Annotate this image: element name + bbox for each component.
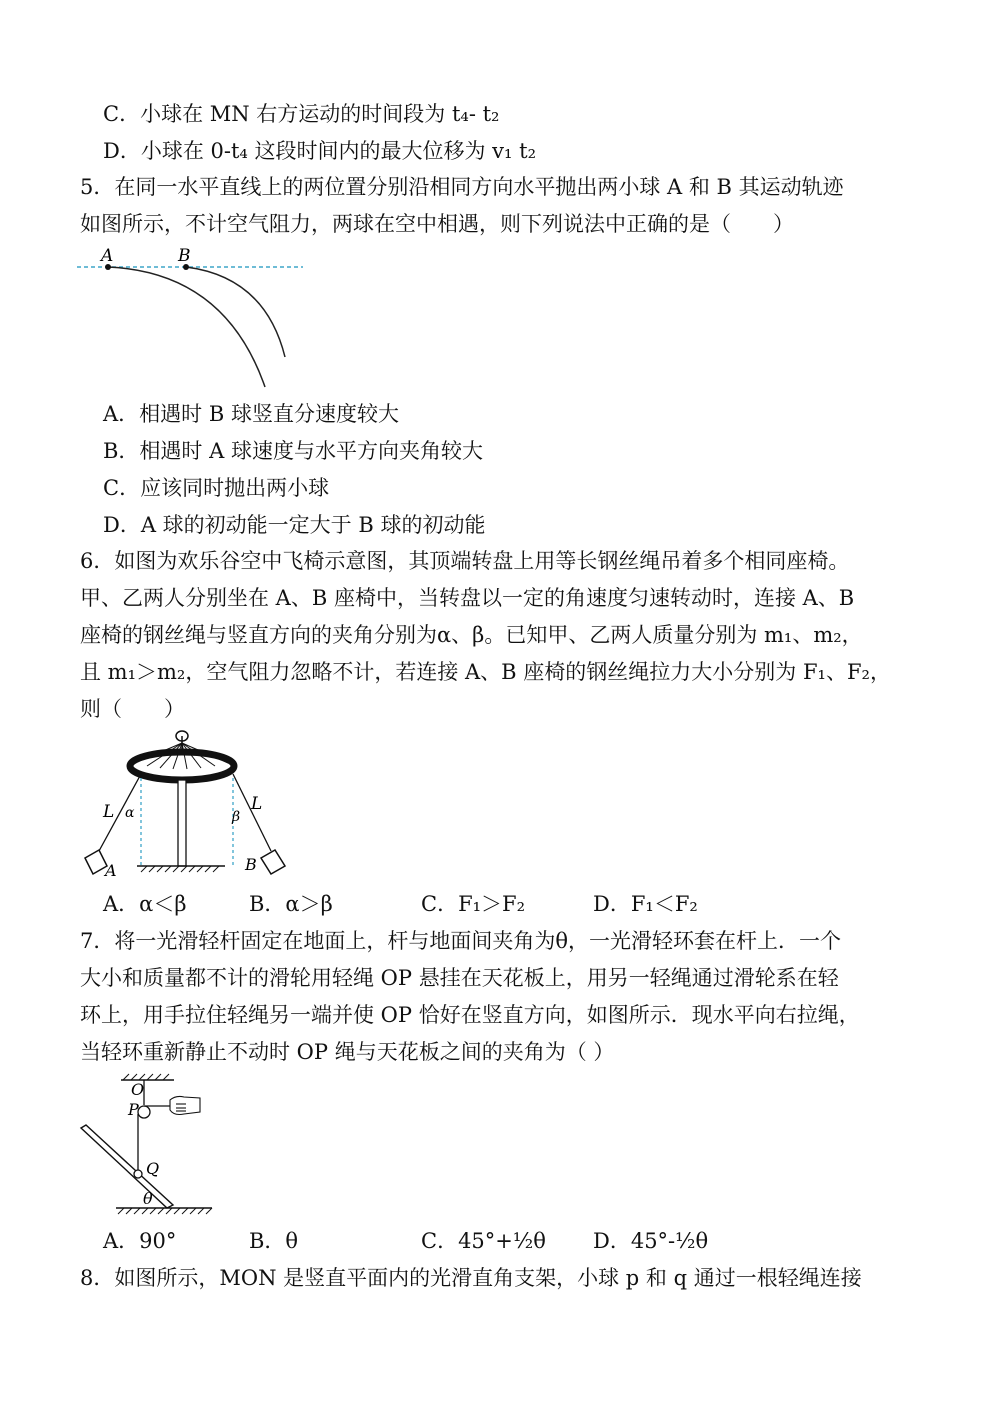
q4-option-d: D．小球在 0-t₄ 这段时间内的最大位移为 v₁ t₂ xyxy=(103,139,536,163)
q6-options-row xyxy=(103,890,903,918)
q5-option-a: A．相遇时 B 球竖直分速度较大 xyxy=(103,402,399,426)
label-p: P xyxy=(128,1100,139,1119)
q7-stem-line-1: 7．将一光滑轻杆固定在地面上，杆与地面间夹角为θ，一光滑轻环套在杆上．一个 xyxy=(80,929,842,953)
q5-option-c: C．应该同时抛出两小球 xyxy=(103,476,330,500)
label-theta: θ xyxy=(143,1189,153,1208)
q6-option-a: A．α＜β xyxy=(103,892,187,916)
label-b: B xyxy=(178,246,191,266)
ceiling-hatch xyxy=(123,1074,169,1080)
label-b: B xyxy=(245,855,257,874)
q8-stem-line-1: 8．如图所示，MON 是竖直平面内的光滑直角支架，小球 p 和 q 通过一根轻绳连接 xyxy=(80,1266,862,1290)
label-a: A xyxy=(105,861,117,878)
label-l-right: L xyxy=(251,794,263,814)
q6-option-c: C．F₁＞F₂ xyxy=(421,892,526,916)
q7-stem-line-2: 大小和质量都不计的滑轮用轻绳 OP 悬挂在天花板上，用另一轻绳通过滑轮系在轻 xyxy=(80,966,839,990)
q5-option-d: D．A 球的初动能一定大于 B 球的初动能 xyxy=(103,513,486,537)
q6-flying-chair-figure xyxy=(75,728,300,878)
q6-stem-line-2: 甲、乙两人分别坐在 A、B 座椅中，当转盘以一定的角速度匀速转动时，连接 A、B xyxy=(80,586,855,610)
q5-option-b: B．相遇时 A 球速度与水平方向夹角较大 xyxy=(103,439,483,463)
q7-option-d: D．45°-½θ xyxy=(593,1229,709,1253)
q5-stem-line-1: 5．在同一水平直线上的两位置分别沿相同方向水平抛出两小球 A 和 B 其运动轨迹 xyxy=(80,175,844,199)
ring-q xyxy=(134,1170,142,1178)
slanted-rod xyxy=(81,1125,173,1208)
center-pole xyxy=(178,780,186,866)
label-a: A xyxy=(101,246,114,266)
q7-pulley-figure xyxy=(78,1070,218,1218)
q5-trajectory-figure xyxy=(75,242,315,392)
q7-option-b: B．θ xyxy=(249,1229,299,1253)
q4-option-c: C．小球在 MN 右方运动的时间段为 t₄- t₂ xyxy=(103,102,500,126)
q6-option-d: D．F₁＜F₂ xyxy=(593,892,698,916)
trajectory-b xyxy=(186,267,285,357)
q6-stem-line-1: 6．如图为欢乐谷空中飞椅示意图，其顶端转盘上用等长钢丝绳吊着多个相同座椅。 xyxy=(80,549,850,573)
seat-b xyxy=(261,850,285,874)
label-alpha: α xyxy=(125,805,135,821)
ground-hatch xyxy=(118,1208,212,1214)
q7-option-c: C．45°+½θ xyxy=(421,1229,546,1253)
label-l-left: L xyxy=(103,802,115,822)
label-beta: β xyxy=(232,809,241,825)
q7-stem-line-3: 环上，用手拉住轻绳另一端并使 OP 恰好在竖直方向，如图所示．现水平向右拉绳， xyxy=(80,1003,860,1027)
q6-stem-line-4: 且 m₁＞m₂，空气阻力忽略不计，若连接 A、B 座椅的钢丝绳拉力大小分别为 F₁、F₂， xyxy=(80,660,891,684)
label-o: O xyxy=(131,1080,145,1099)
pulley xyxy=(138,1106,150,1118)
ground-hatch xyxy=(141,866,219,872)
q6-stem-line-5: 则（ ） xyxy=(80,697,185,721)
hand-icon xyxy=(170,1096,200,1114)
seat-a xyxy=(85,850,107,874)
q6-option-b: B．α＞β xyxy=(249,892,333,916)
q5-stem-line-2: 如图所示，不计空气阻力，两球在空中相遇，则下列说法中正确的是（ ） xyxy=(80,212,794,236)
q7-stem-line-4: 当轻环重新静止不动时 OP 绳与天花板之间的夹角为（ ） xyxy=(80,1040,615,1064)
trajectory-a xyxy=(108,267,265,387)
turntable-ring xyxy=(130,752,234,780)
q6-stem-line-3: 座椅的钢丝绳与竖直方向的夹角分别为α、β。已知甲、乙两人质量分别为 m₁、m₂， xyxy=(80,623,863,647)
q7-option-a: A．90° xyxy=(103,1229,177,1253)
label-q: Q xyxy=(146,1159,160,1178)
q7-options-row xyxy=(103,1227,903,1255)
